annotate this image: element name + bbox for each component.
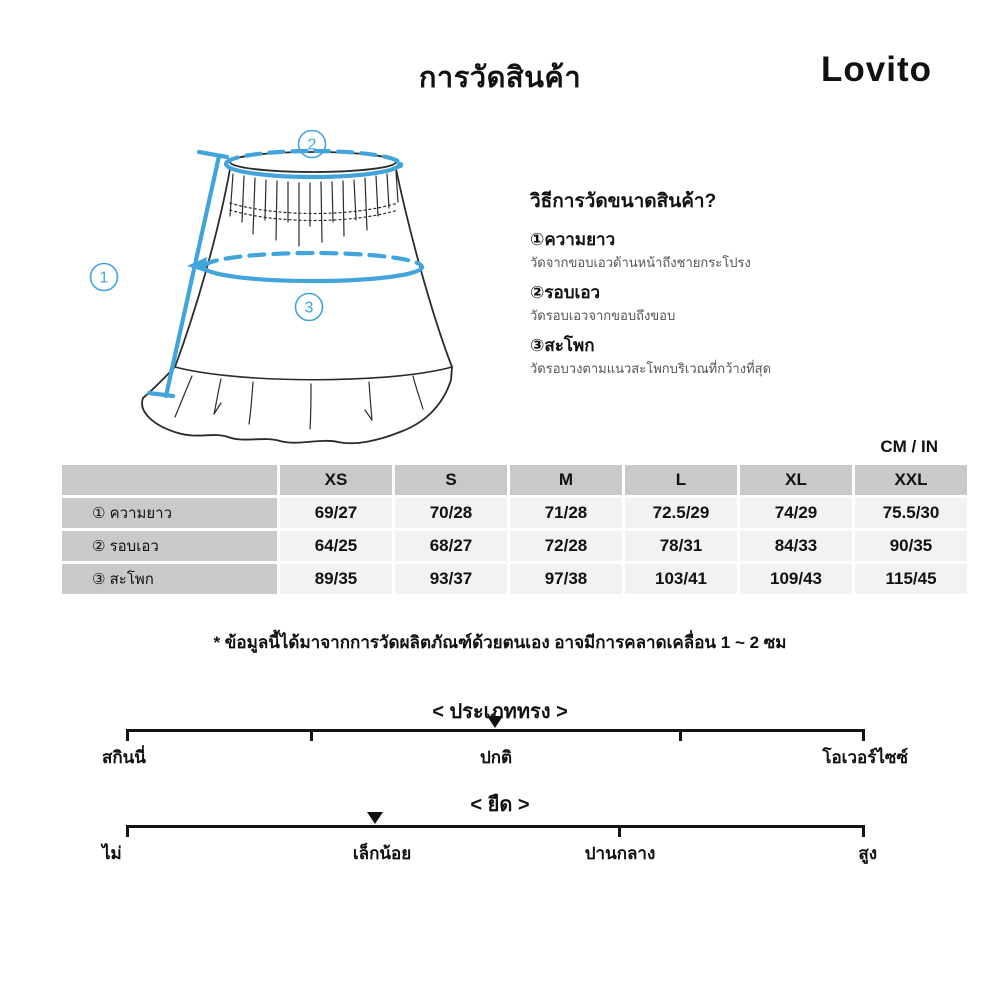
table-cell: 72.5/29 [625, 498, 737, 528]
tick [310, 729, 313, 741]
measurement-note: * ข้อมูลนี้ได้มาจากการวัดผลิตภัณฑ์ด้วยตนเอง อาจมีการคลาดเคลื่อน 1 ~ 2 ซม [213, 633, 787, 652]
table-cell: 78/31 [625, 531, 737, 561]
circled-1-icon [91, 264, 118, 291]
size-table [59, 462, 970, 597]
instruction-hip [530, 334, 940, 379]
size-col-xs: XS [280, 465, 392, 495]
size-col-s: S [395, 465, 507, 495]
svg-text:3: 3 [304, 299, 314, 317]
table-cell: 115/45 [855, 564, 967, 594]
table-cell: 103/41 [625, 564, 737, 594]
instruction-desc: วัดรอบวงตามแนวสะโพกบริเวณที่กว้างที่สุด [530, 361, 772, 376]
measure-instructions [530, 186, 940, 387]
tick [126, 825, 129, 837]
shape-label-skinny: สกินนี่ [102, 748, 146, 767]
size-col-xxl: XXL [855, 465, 967, 495]
instruction-label: ③สะโพก [530, 336, 595, 355]
tick [862, 729, 865, 741]
instruction-length [530, 228, 940, 273]
table-cell: 69/27 [280, 498, 392, 528]
instructions-heading: วิธีการวัดขนาดสินค้า? [530, 191, 717, 212]
table-cell: 72/28 [510, 531, 622, 561]
table-cell: 97/38 [510, 564, 622, 594]
brand-logo: Lovito [821, 50, 932, 89]
shape-type-title: < ประเภททรง > [432, 701, 568, 723]
shape-label-regular: ปกติ [479, 748, 513, 767]
stretch-label-high: สูง [858, 844, 877, 863]
shape-type-marker [487, 716, 503, 728]
tick [862, 825, 865, 837]
table-row-hip [62, 564, 967, 594]
page-title: การวัดสินค้า [418, 62, 582, 94]
instruction-desc: วัดรอบเอวจากขอบถึงขอบ [530, 308, 676, 323]
stretch-label-none: ไม่ [102, 844, 122, 863]
instruction-desc: วัดจากขอบเอวด้านหน้าถึงชายกระโปรง [530, 255, 751, 270]
skirt-illustration [80, 120, 500, 460]
row-label: ① ความยาว [62, 498, 277, 528]
table-cell: 89/35 [280, 564, 392, 594]
table-row-waist [62, 531, 967, 561]
shape-label-oversize: โอเวอร์ไซซ์ [822, 748, 908, 767]
size-col-l: L [625, 465, 737, 495]
table-cell: 109/43 [740, 564, 852, 594]
table-row-length [62, 498, 967, 528]
corner-cell [62, 465, 277, 495]
circled-3-icon [296, 294, 323, 321]
tick [126, 729, 129, 741]
table-cell: 75.5/30 [855, 498, 967, 528]
table-cell: 68/27 [395, 531, 507, 561]
tick [679, 729, 682, 741]
tick [618, 825, 621, 837]
circled-2-icon [299, 131, 326, 158]
svg-text:1: 1 [99, 269, 109, 287]
stretch-title: < ยืด > [470, 794, 530, 816]
size-col-m: M [510, 465, 622, 495]
table-cell: 71/28 [510, 498, 622, 528]
instruction-label: ②รอบเอว [530, 283, 601, 302]
size-table-header-row [62, 465, 967, 495]
stretch-label-slight: เล็กน้อย [352, 844, 412, 863]
stretch-track [126, 825, 865, 828]
measurement-marks [91, 131, 423, 397]
hip-measure-line [187, 253, 422, 281]
size-col-xl: XL [740, 465, 852, 495]
waist-measure-line [226, 151, 403, 177]
stretch-marker [367, 812, 383, 824]
table-cell: 84/33 [740, 531, 852, 561]
instruction-label: ①ความยาว [530, 230, 616, 249]
table-cell: 64/25 [280, 531, 392, 561]
stretch-label-medium: ปานกลาง [584, 844, 656, 863]
row-label: ③ สะโพก [62, 564, 277, 594]
table-cell: 90/35 [855, 531, 967, 561]
units-label: CM / IN [880, 437, 938, 456]
table-cell: 74/29 [740, 498, 852, 528]
table-cell: 93/37 [395, 564, 507, 594]
skirt-diagram [80, 120, 500, 460]
svg-text:2: 2 [307, 136, 317, 154]
shape-type-track [126, 729, 865, 732]
table-cell: 70/28 [395, 498, 507, 528]
instruction-waist [530, 281, 940, 326]
row-label: ② รอบเอว [62, 531, 277, 561]
